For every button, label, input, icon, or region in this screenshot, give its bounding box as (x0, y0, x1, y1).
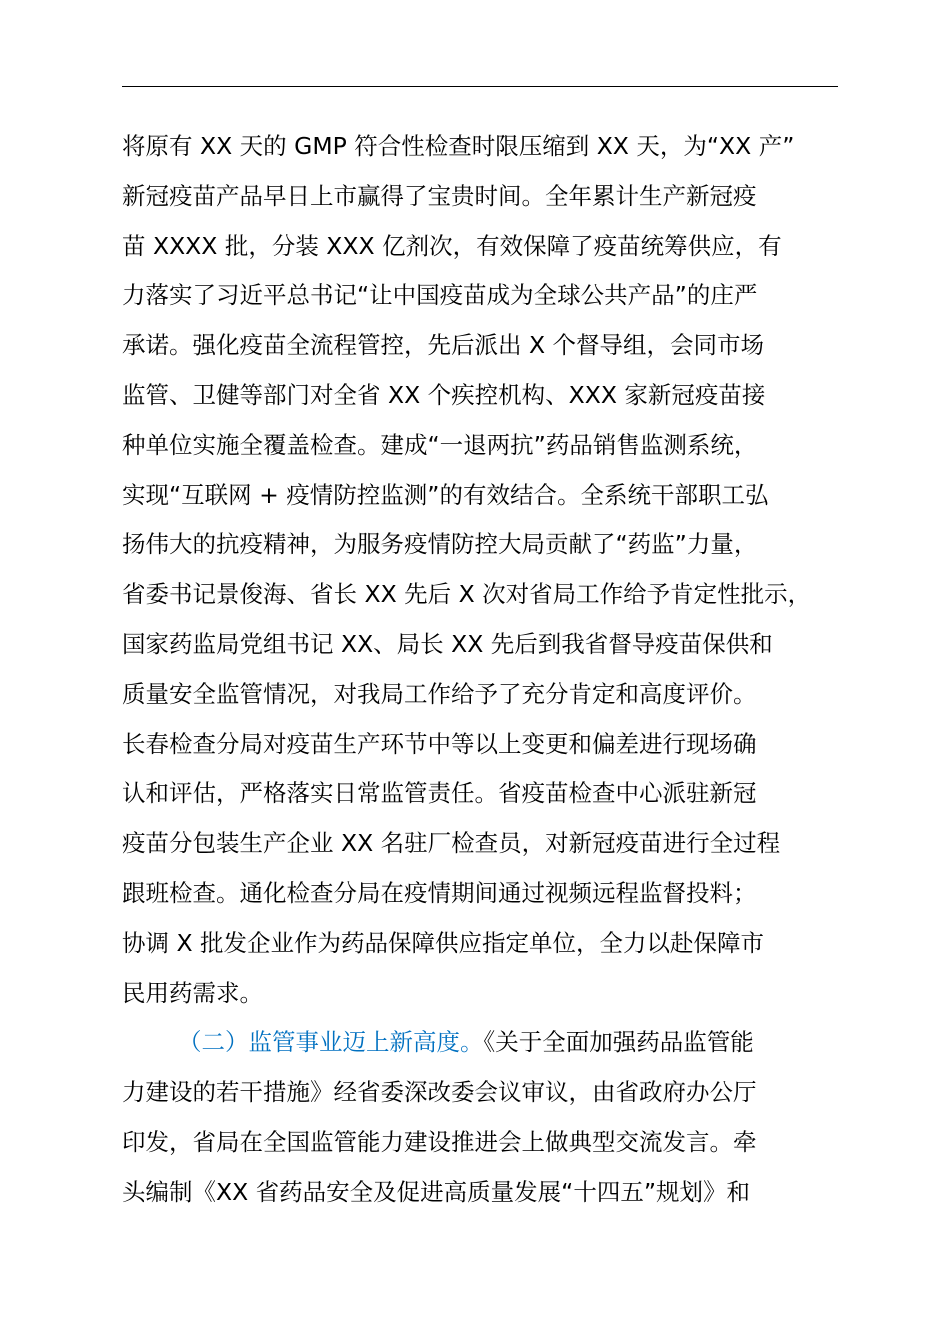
paragraph-line-13: 长春检查分局对疫苗生产环节中等以上变更和偏差进行现场确 (122, 729, 757, 758)
paragraph-line-10: 省委书记景俊海、省长 XX 先后 X 次对省局工作给予肯定性批示， (122, 580, 812, 609)
paragraph-line-16: 跟班检查。通化检查分局在疫情期间通过视频远程监督投料； (122, 878, 757, 907)
section-line-1: 力建设的若干措施》经省委深改委会议审议，由省政府办公厅 (122, 1078, 757, 1107)
paragraph-line-1: 将原有 XX 天的 GMP 符合性检查时限压缩到 XX 天，为“XX 产” (122, 132, 795, 160)
section-heading: （二）监管事业迈上新高度。 (178, 1028, 484, 1057)
body-text (122, 122, 862, 1218)
section-line-2: 印发，省局在全国监管能力建设推进会上做典型交流发言。牵 (122, 1127, 757, 1156)
paragraph-line-12: 质量安全监管情况，对我局工作给予了充分肯定和高度评价。 (122, 679, 757, 708)
paragraph-line-15: 疫苗分包装生产企业 XX 名驻厂检查员，对新冠疫苗进行全过程 (122, 829, 781, 858)
paragraph-line-8: 实现“互联网 + 疫情防控监测”的有效结合。全系统干部职工弘 (122, 480, 769, 509)
paragraph-line-9: 扬伟大的抗疫精神，为服务疫情防控大局贡献了“药监”力量， (122, 530, 758, 559)
paragraph-line-6: 监管、卫健等部门对全省 XX 个疾控机构、XXX 家新冠疫苗接 (122, 380, 766, 409)
section-line-3: 头编制《XX 省药品安全及促进高质量发展“十四五”规划》和 (122, 1177, 751, 1206)
section-heading-line (122, 1018, 862, 1068)
paragraph-line-17: 协调 X 批发企业作为药品保障供应指定单位，全力以赴保障市 (122, 928, 765, 957)
paragraph-line-5: 承诺。强化疫苗全流程管控，先后派出 X 个督导组，会同市场 (122, 331, 765, 360)
header-rule (122, 86, 838, 87)
paragraph-line-7: 种单位实施全覆盖检查。建成“一退两抗”药品销售监测系统， (122, 430, 758, 459)
paragraph-line-4: 力落实了习近平总书记“让中国疫苗成为全球公共产品”的庄严 (122, 281, 758, 310)
paragraph-line-2: 新冠疫苗产品早日上市赢得了宝贵时间。全年累计生产新冠疫 (122, 181, 757, 210)
paragraph-line-3: 苗 XXXX 批，分装 XXX 亿剂次，有效保障了疫苗统筹供应，有 (122, 231, 782, 260)
paragraph-line-14: 认和评估，严格落实日常监管责任。省疫苗检查中心派驻新冠 (122, 779, 757, 808)
paragraph-line-11: 国家药监局党组书记 XX、局长 XX 先后到我省督导疫苗保供和 (122, 629, 773, 658)
paragraph-line-18: 民用药需求。 (122, 978, 263, 1007)
section-heading-continuation: 《关于全面加强药品监管能 (483, 1028, 754, 1057)
